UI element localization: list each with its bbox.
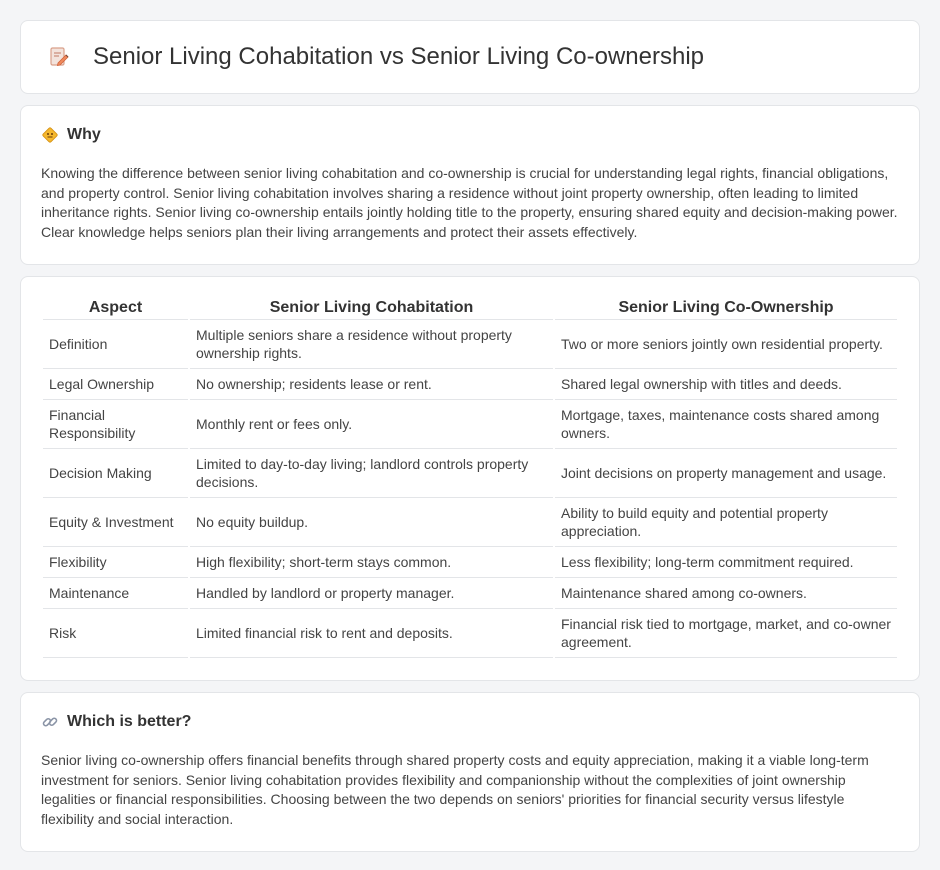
link-icon (41, 713, 59, 731)
column-header-aspect: Aspect (43, 297, 188, 320)
why-heading (41, 126, 899, 144)
cell-co-ownership: Less flexibility; long-term commitment required. (555, 547, 897, 578)
cell-cohabitation: Monthly rent or fees only. (190, 400, 553, 449)
cell-aspect: Financial Responsibility (43, 400, 188, 449)
diamond-sign-icon (41, 126, 59, 144)
cell-co-ownership: Mortgage, taxes, maintenance costs shared among owners. (555, 400, 897, 449)
better-title: Which is better? (67, 713, 192, 730)
document-edit-icon (47, 45, 71, 69)
cell-aspect: Decision Making (43, 449, 188, 498)
cell-cohabitation: Multiple seniors share a residence without property ownership rights. (190, 320, 553, 369)
cell-aspect: Risk (43, 609, 188, 658)
header-card (20, 20, 920, 94)
cell-aspect: Flexibility (43, 547, 188, 578)
table-row (43, 498, 897, 547)
cell-cohabitation: No equity buildup. (190, 498, 553, 547)
better-heading (41, 713, 899, 731)
cell-cohabitation: Handled by landlord or property manager. (190, 578, 553, 609)
comparison-section (20, 276, 920, 681)
cell-co-ownership: Shared legal ownership with titles and deeds. (555, 369, 897, 400)
cell-co-ownership: Two or more seniors jointly own residential property. (555, 320, 897, 369)
cell-cohabitation: Limited financial risk to rent and deposits. (190, 609, 553, 658)
table-row (43, 578, 897, 609)
why-section (20, 105, 920, 265)
cell-cohabitation: Limited to day-to-day living; landlord controls property decisions. (190, 449, 553, 498)
table-row (43, 369, 897, 400)
why-title: Why (67, 126, 101, 143)
table-row (43, 320, 897, 369)
table-row (43, 449, 897, 498)
better-text: Senior living co-ownership offers financial benefits through shared property costs and equity appreciation, making it a viable long-term investment for seniors. Senior living cohabitation provides flexibility and companionship without the complexities of joint ownership legalities or financial responsibilities. Choosing between the two depends on seniors' priorities for financial security versus lifestyle flexibility and social interaction. (41, 752, 869, 827)
page-title: Senior Living Cohabitation vs Senior Living Co-ownership (93, 43, 705, 70)
cell-co-ownership: Maintenance shared among co-owners. (555, 578, 897, 609)
table-row (43, 609, 897, 658)
column-header-co-ownership: Senior Living Co-Ownership (555, 297, 897, 320)
cell-cohabitation: High flexibility; short-term stays common. (190, 547, 553, 578)
table-row (43, 400, 897, 449)
why-text: Knowing the difference between senior living cohabitation and co-ownership is crucial for understanding legal rights, financial obligations, and property control. Senior living cohabitation involves sharing a residence without joint property ownership, often leading to limited inheritance rights. Senior living co-ownership entails jointly holding title to the property, ensuring shared equity and decision-making power. Clear knowledge helps seniors plan their living arrangements and protect their assets effectively. (41, 165, 898, 240)
table-header-row (43, 297, 897, 320)
comparison-table (41, 297, 899, 658)
cell-aspect: Definition (43, 320, 188, 369)
cell-co-ownership: Financial risk tied to mortgage, market, and co-owner agreement. (555, 609, 897, 658)
table-row (43, 547, 897, 578)
better-section (20, 692, 920, 852)
cell-aspect: Legal Ownership (43, 369, 188, 400)
cell-cohabitation: No ownership; residents lease or rent. (190, 369, 553, 400)
cell-aspect: Equity & Investment (43, 498, 188, 547)
cell-co-ownership: Joint decisions on property management and usage. (555, 449, 897, 498)
column-header-cohabitation: Senior Living Cohabitation (190, 297, 553, 320)
cell-aspect: Maintenance (43, 578, 188, 609)
cell-co-ownership: Ability to build equity and potential property appreciation. (555, 498, 897, 547)
